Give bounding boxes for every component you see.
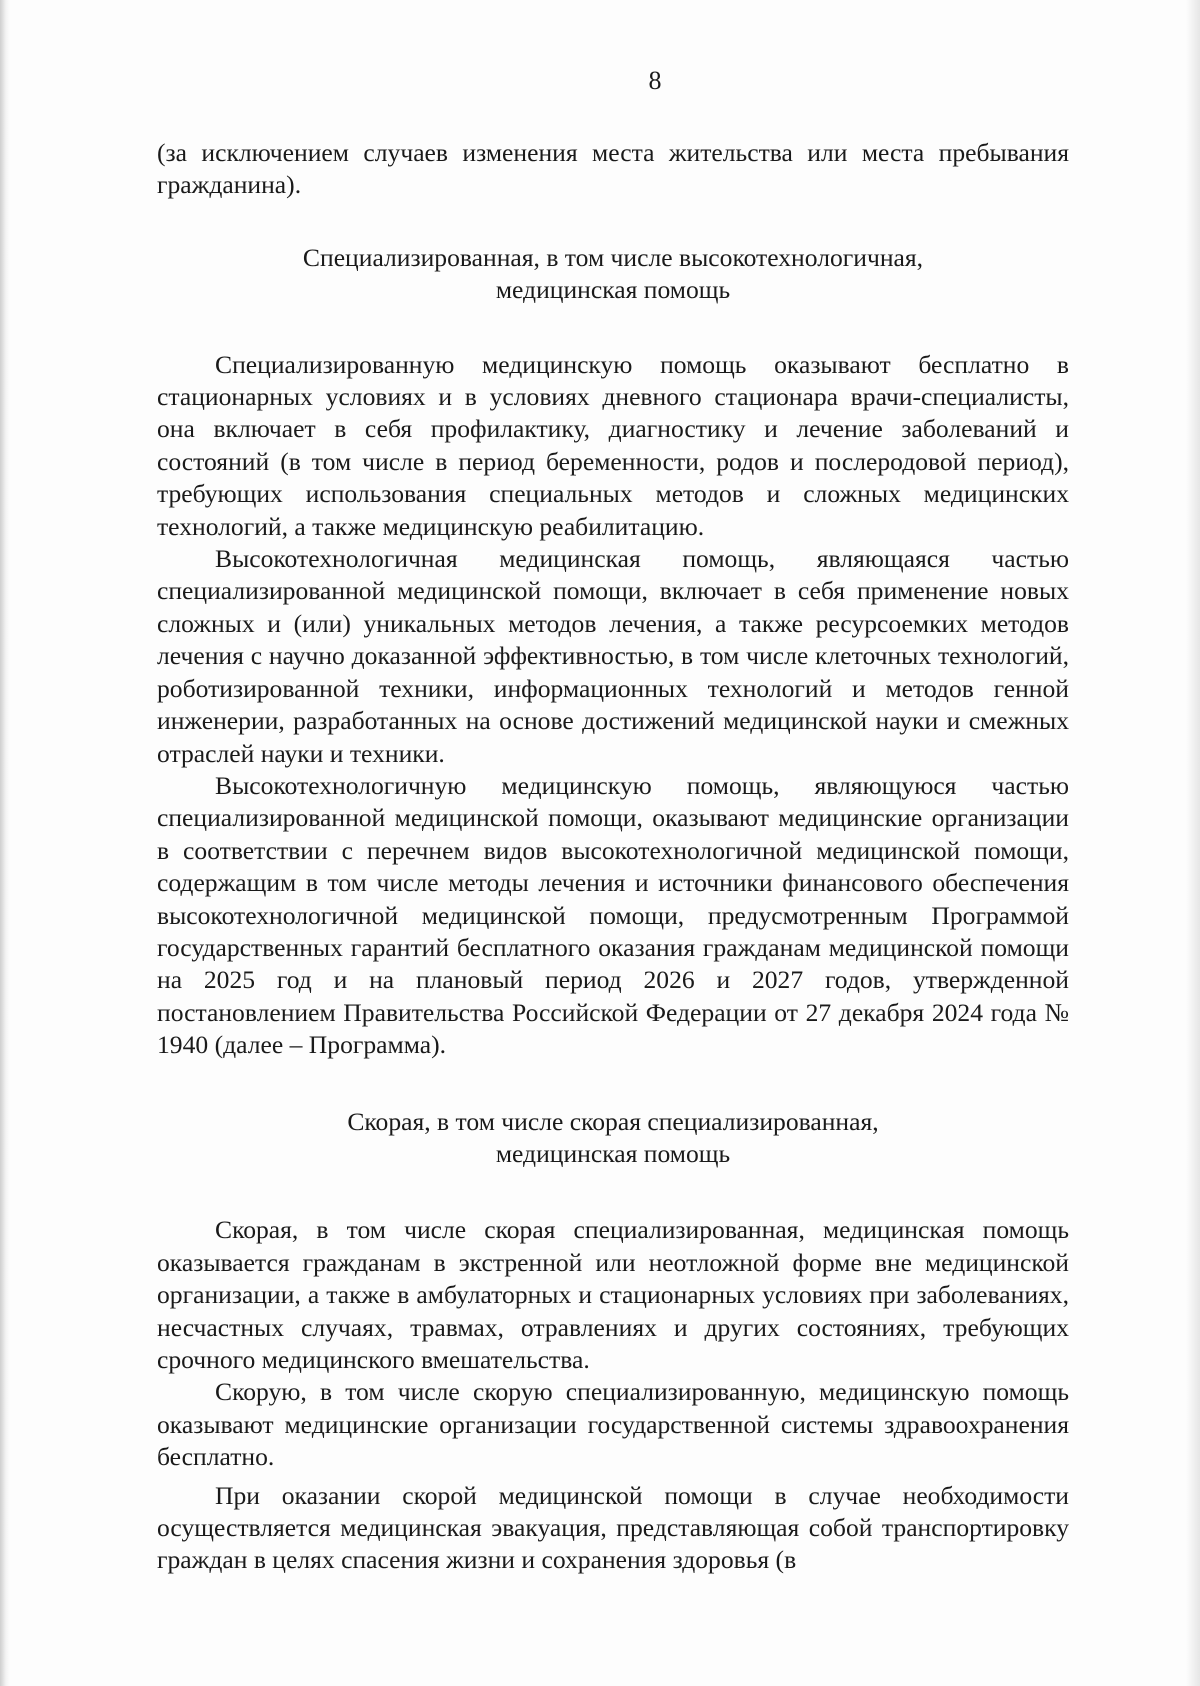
section-heading-line-2: медицинская помощь [495, 1138, 731, 1168]
section-heading-line-1: Скорая, в том числе скорая специализированная, [347, 1106, 879, 1136]
paragraph-high-tech-providers: Высокотехнологичную медицинскую помощь, являющуюся частью специализированной медицинской помощи, оказывают медицинские организации в соответствии с перечнем видов высокотехнологичной медицинской помощи, содержащим в том числе методы лечения и источники финансового обеспечения высокотехнологичной медицинской помощи, предусмотренным Программой государственных гарантий бесплатного оказания гражданам медицинской помощи на 2025 год и на плановый период 2026 и 2027 годов, утвержденной постановлением Правительства Российской Федерации от 27 декабря 2024 года № 1940 (далее – Программа). [157, 770, 1069, 1060]
paragraph-emergency-care: Скорая, в том числе скорая специализированная, медицинская помощь оказывается гражданам в экстренной или неотложной форме вне медицинской организации, а также в амбулаторных и стационарных условиях при заболеваниях, несчастных случаях, травмах, отравлениях и других состояниях, требующих срочного медицинского вмешательства. [157, 1215, 1069, 1374]
section-heading-line-1: Специализированная, в том числе высокотехнологичная, [302, 242, 924, 272]
paragraph-emergency-providers: Скорую, в том числе скорую специализированную, медицинскую помощь оказывают медицинские организации государственной системы здравоохранения бесплатно. [157, 1377, 1069, 1472]
scan-edge-right [1186, 0, 1200, 1686]
section-heading-emergency [157, 1106, 1069, 1171]
continuation-paragraph: (за исключением случаев изменения места жительства или места пребывания гражданина). [157, 138, 1069, 200]
paragraph-medical-evacuation: При оказании скорой медицинской помощи в случае необходимости осуществляется медицинская эвакуация, представляющая собой транспортировку граждан в целях спасения жизни и сохранения здоровья (в [157, 1480, 1069, 1575]
paragraph-specialized-care: Специализированную медицинскую помощь оказывают бесплатно в стационарных условиях и в условиях дневного стационара врачи-специалисты, она включает в себя профилактику, диагностику и лечение заболеваний и состояний (в том числе в период беременности, родов и послеродовой период), требующих использования специальных методов и сложных медицинских технологий, а также медицинскую реабилитацию. [157, 349, 1069, 541]
section-heading-specialized [157, 242, 1069, 307]
page-number: 8 [648, 66, 662, 95]
document-body [157, 137, 1069, 1577]
paragraph-high-tech-care: Высокотехнологичная медицинская помощь, являющаяся частью специализированной медицинской помощи, включает в себя применение новых сложных и (или) уникальных методов лечения, а также ресурсоемких методов лечения с научно доказанной эффективностью, в том числе клеточных технологий, роботизированной техники, информационных технологий и методов генной инженерии, разработанных на основе достижений медицинской науки и смежных отраслей науки и техники. [157, 544, 1069, 768]
section-heading-line-2: медицинская помощь [495, 275, 731, 305]
scan-edge-left [0, 0, 10, 1686]
